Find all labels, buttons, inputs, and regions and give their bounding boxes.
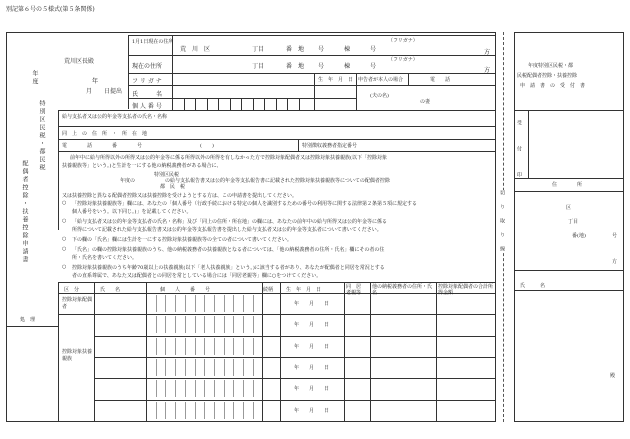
- table-row-birthdate: 年 月 日: [294, 344, 330, 350]
- table-pn-divider: [185, 338, 186, 355]
- table-pn-divider: [195, 359, 196, 376]
- furigana-label: フ リ ガ ナ: [132, 78, 162, 85]
- note-3-bullet: ○: [62, 236, 67, 242]
- cut-label: 切 り 取 り 線: [499, 190, 505, 253]
- table-pn-divider: [243, 338, 244, 355]
- receipt-name-label: 氏 名: [520, 283, 546, 289]
- receipt-title-3: 申 請 書 の 受 付 書: [520, 83, 586, 89]
- receipt-banchi: 番(地): [572, 233, 586, 239]
- submit-year: 年: [92, 78, 99, 85]
- table-pn-divider: [253, 402, 254, 419]
- table-row-birthdate: 年 月 日: [294, 322, 330, 328]
- table-pn-divider: [214, 359, 215, 376]
- table-row-birthdate: 年 月 日: [294, 301, 330, 307]
- th-other-payer: 他の納税義務者の住所・氏名: [372, 284, 433, 296]
- table-pn-divider: [204, 402, 205, 419]
- note-1b: 個人番号をいう。以下同じ。)」を記載してください。: [72, 209, 192, 215]
- table-pn-divider: [156, 338, 157, 355]
- receipt-title-1: 年度特別区民税・都: [528, 63, 574, 69]
- table-pn-divider: [204, 295, 205, 312]
- table-pn-divider: [233, 316, 234, 333]
- th-income: 控除対象配偶者の合計所得金額: [438, 284, 494, 296]
- table-pn-divider: [214, 295, 215, 312]
- table-pn-divider: [204, 316, 205, 333]
- table-pn-divider: [243, 359, 244, 376]
- table-pn-divider: [185, 316, 186, 333]
- table-pn-divider: [195, 295, 196, 312]
- receipt-go: 号: [612, 233, 618, 239]
- table-row-line: [94, 357, 495, 358]
- table-pn-divider: [233, 380, 234, 397]
- phone-top-label: 電 話: [430, 77, 451, 83]
- birth-label: 生 年 月 日: [318, 77, 354, 83]
- table-pn-divider: [233, 295, 234, 312]
- form-title-vertical: 特別区民税・都民税: [38, 100, 45, 172]
- table-pn-divider: [243, 402, 244, 419]
- receipt-seal: 殿: [610, 373, 616, 379]
- table-pn-divider: [253, 316, 254, 333]
- note-5a: 控除対象扶養親族のうち年齢70歳以上の扶養親族(以下「老人扶養親族」という。)に該当する者があり、あなたが配偶者と同居を常況とする: [72, 265, 385, 271]
- table-pn-divider: [243, 295, 244, 312]
- note-5-bullet: ○: [62, 264, 67, 270]
- note-3: 下の欄の「氏名」欄には生計を一にする控除対象扶養親族等の全ての者について書いてください。: [72, 237, 292, 243]
- payer-name-label: 給与支払者又は公的年金等支払者の氏名・名称: [62, 114, 168, 120]
- cur-goshitsu: 号: [370, 63, 377, 70]
- table-row-birthdate: 年 月 日: [294, 408, 330, 414]
- table-pn-divider: [224, 316, 225, 333]
- table-pn-divider: [214, 402, 215, 419]
- note-2-bullet: ○: [62, 218, 67, 224]
- table-pn-divider: [156, 295, 157, 312]
- table-pn-divider: [253, 338, 254, 355]
- form-subtitle-vertical: 配偶者控除・扶養控除申請書: [21, 160, 28, 264]
- table-pn-divider: [214, 338, 215, 355]
- table-pn-divider: [195, 380, 196, 397]
- table-pn-divider: [204, 338, 205, 355]
- note-4b: 所・氏名を書いてください。: [72, 255, 138, 261]
- table-pn-divider: [204, 359, 205, 376]
- wife-label: の妻: [420, 99, 431, 105]
- receipt-address-label: 住 所: [552, 182, 583, 188]
- table-pn-divider: [253, 295, 254, 312]
- table-pn-divider: [165, 402, 166, 419]
- addr-kata: 方: [484, 49, 491, 56]
- collector-no-label: 特別徴収義務者指定番号: [302, 143, 358, 149]
- addr-furigana: （フリガナ）: [388, 38, 418, 44]
- table-pn-divider: [156, 380, 157, 397]
- intro-3: 年度の の給与支払報告書又は公的年金等支払報告書に記載された控除対象扶養親族等についての配偶者控除: [120, 178, 390, 184]
- form-year-label: 年度: [31, 70, 38, 86]
- table-pn-divider: [224, 338, 225, 355]
- table-pn-divider: [175, 316, 176, 333]
- note-4-bullet: ○: [62, 246, 67, 252]
- current-addr-label: 現在の住所: [132, 63, 163, 70]
- table-pn-divider: [233, 338, 234, 355]
- table-pn-divider: [224, 402, 225, 419]
- table-pn-divider: [195, 316, 196, 333]
- table-pn-divider: [224, 295, 225, 312]
- intro-4: 又は扶養控除と異なる配偶者控除又は扶養控除を受けようとする方は、この申請書を提出してください。: [62, 193, 298, 199]
- table-pn-divider: [195, 402, 196, 419]
- table-pn-divider: [185, 295, 186, 312]
- submit-date: 月 日提出: [86, 88, 123, 95]
- th-birth: 生 年 月 日: [286, 287, 322, 293]
- addr-go: 号: [318, 46, 325, 53]
- table-pn-divider: [175, 338, 176, 355]
- note-2a: 「給与支払者又は公的年金等支払者の氏名・名称」及び「同上の住所・所在地」の欄には、あなたの前年中の給与所得又は公的年金等に係る: [72, 219, 388, 225]
- receipt-kata: 方: [612, 259, 618, 265]
- table-pn-divider: [253, 359, 254, 376]
- table-pn-divider: [175, 402, 176, 419]
- addr-banchi: 番 地: [286, 46, 305, 53]
- table-pn-divider: [165, 359, 166, 376]
- table-pn-divider: [224, 380, 225, 397]
- table-pn-divider: [214, 316, 215, 333]
- th-personal-no: 個 人 番 号: [160, 287, 211, 293]
- row-spouse: 控除対象配偶者: [62, 297, 93, 310]
- table-pn-divider: [175, 295, 176, 312]
- table-pn-divider: [185, 402, 186, 419]
- th-name: 氏 名: [100, 287, 121, 293]
- cur-banchi: 番 地: [286, 63, 305, 70]
- table-pn-divider: [233, 359, 234, 376]
- table-pn-divider: [156, 316, 157, 333]
- note-2b: 所得について記載された給与支払報告書又は公的年金等支払報告書を提出した給与支払者又は公的年金等支払者について書いてください。: [72, 227, 382, 233]
- table-pn-divider: [165, 380, 166, 397]
- table-pn-divider: [233, 402, 234, 419]
- table-pn-divider: [224, 359, 225, 376]
- name-label: 氏 名: [132, 91, 163, 98]
- table-pn-divider: [185, 359, 186, 376]
- addr-jan1-label: 1月1日現在の住所: [132, 39, 174, 45]
- table-pn-divider: [195, 338, 196, 355]
- addr-mune: 棟: [344, 46, 351, 53]
- addr-chome: 丁目: [252, 46, 265, 53]
- payer-phone-label: 電 話 番 号: [62, 143, 143, 149]
- addr-jan1-ward: 荒 川 区: [180, 46, 211, 53]
- table-row-line: [94, 336, 495, 337]
- table-pn-divider: [204, 380, 205, 397]
- row-dependents: 控除対象扶養親族: [62, 349, 93, 362]
- table-pn-divider: [185, 380, 186, 397]
- personal-no-label: 個 人 番 号: [132, 103, 162, 110]
- intro-2: 扶養親族等」という。)と生計を一にする他の納税義務者がある場合に、: [62, 163, 222, 169]
- ward-head: 荒川区長殿: [64, 58, 95, 65]
- table-pn-divider: [253, 380, 254, 397]
- note-5b: 者の直系尊属で、あなた又は配偶者との同居を常としている場合には「同居老親等」欄に○をつけてください。: [72, 273, 322, 279]
- receipt-title-2: 民税配偶者控除・扶養控除: [517, 73, 578, 79]
- table-pn-divider: [243, 380, 244, 397]
- table-row-line: [94, 378, 495, 379]
- cur-furigana: （フリガナ）: [388, 57, 418, 63]
- note-1-bullet: ○: [62, 200, 67, 206]
- table-pn-divider: [214, 380, 215, 397]
- table-pn-divider: [175, 380, 176, 397]
- receipt-chome: 丁目: [568, 219, 579, 225]
- table-row-line: [58, 314, 495, 315]
- receipt-stamp-label: 受 付 印: [516, 120, 522, 185]
- table-pn-divider: [165, 316, 166, 333]
- form-number: 別記第６号の５様式(第５条関係): [6, 6, 95, 13]
- table-pn-divider: [165, 295, 166, 312]
- husband-label: (夫の名): [370, 93, 389, 99]
- cur-chome: 丁目: [252, 63, 265, 70]
- note-4a: 「氏名」の欄の控除対象扶養親族のうち、他の納税義務者の扶養親族となる者については、「他の納税義務者の住所・氏名」欄にその者の住: [72, 247, 385, 253]
- table-row-birthdate: 年 月 日: [294, 386, 330, 392]
- payer-addr-label: 同 上 の 住 所 ・ 所 在 地: [62, 131, 148, 137]
- cur-go: 号: [318, 63, 325, 70]
- table-pn-divider: [175, 359, 176, 376]
- addr-goshitsu: 号: [370, 46, 377, 53]
- table-row-birthdate: 年 月 日: [294, 365, 330, 371]
- payer-phone-paren: ( ): [200, 143, 214, 149]
- table-pn-divider: [243, 316, 244, 333]
- intro-tomin: 都 民 税: [160, 184, 186, 190]
- table-pn-divider: [156, 402, 157, 419]
- table-pn-divider: [165, 338, 166, 355]
- cur-kata: 方: [484, 67, 491, 74]
- intro-1: 前年中に給与所得以外の所得又は公的年金等に係る所得以外の所得を有しなかった方で控除対象配偶者又は控除対象扶養親族(以下「控除対象: [70, 155, 387, 161]
- table-pn-divider: [156, 359, 157, 376]
- note-1a: 「控除対象扶養親族等」欄には、あなたの「個人番号（行政手続における特定の個人を識別するための番号の利用等に関する法律第２条第５項に規定する: [72, 201, 418, 207]
- receipt-ward: 区: [566, 205, 572, 211]
- personal-no-digit[interactable]: [299, 98, 312, 110]
- cur-mune: 棟: [344, 63, 351, 70]
- intro-tokubetsu: 特別区民税: [154, 172, 180, 178]
- th-cohabit: 同 居 老親等: [346, 284, 362, 296]
- table-row-line: [94, 400, 495, 401]
- spouse-flag-label: 申告者が本人の場合: [358, 77, 404, 83]
- th-kubun: 区 分: [64, 287, 80, 293]
- handling-label: 処 理: [20, 317, 36, 323]
- th-relation: 続柄: [263, 287, 274, 293]
